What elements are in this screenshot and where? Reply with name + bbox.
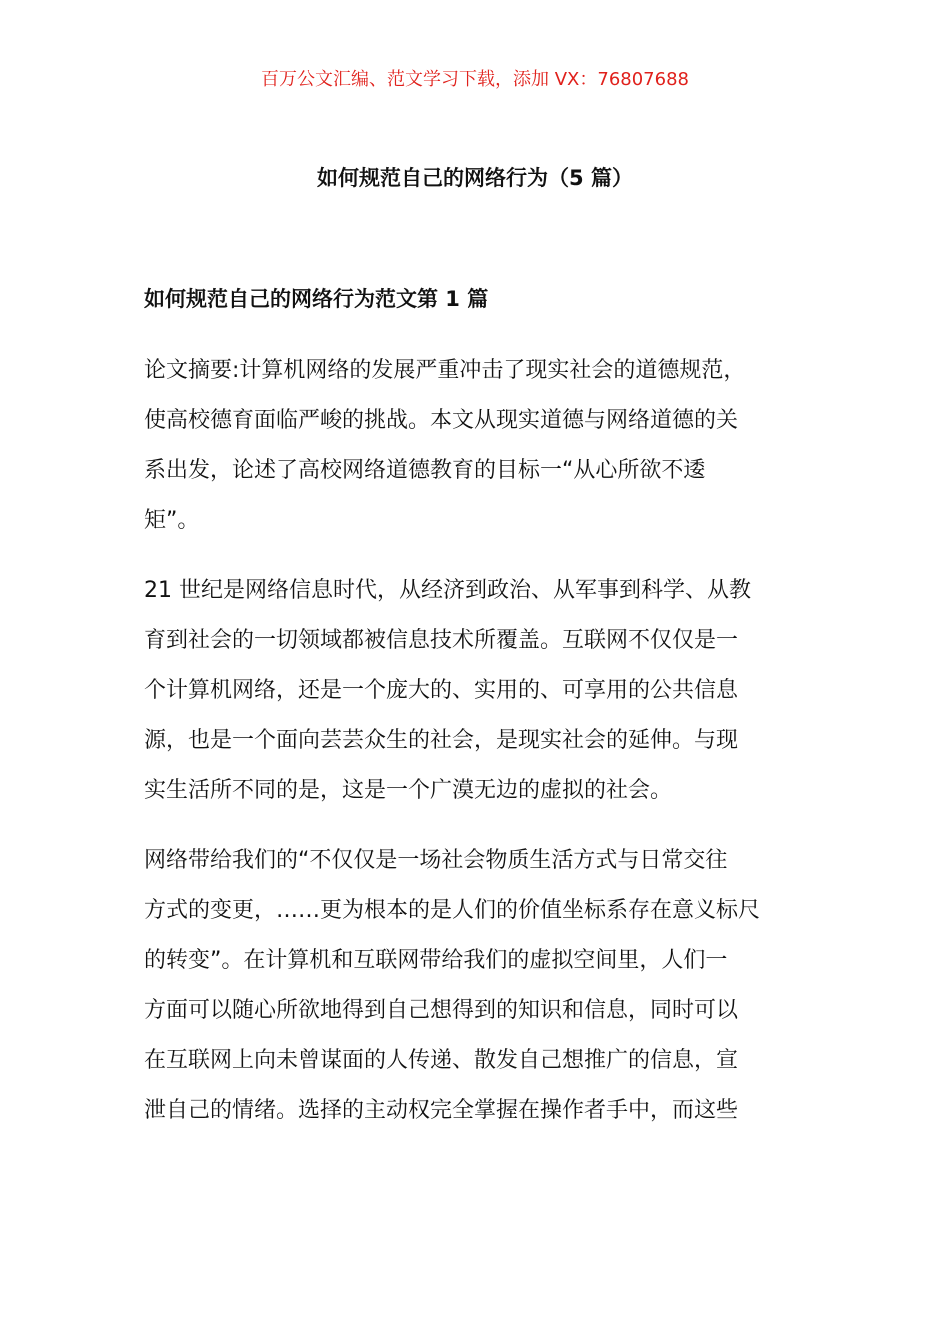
paragraph-line: 论文摘要:计算机网络的发展严重冲击了现实社会的道德规范， xyxy=(144,358,746,383)
paragraph-line: 的转变”。在计算机和互联网带给我们的虚拟空间里，人们一 xyxy=(144,948,728,973)
paragraph-line: 系出发，论述了高校网络道德教育的目标一“从心所欲不逶 xyxy=(144,458,706,483)
paragraph-line: 育到社会的一切领域都被信息技术所覆盖。互联网不仅仅是一 xyxy=(144,628,739,653)
paragraph-line: 实生活所不同的是，这是一个广漠无边的虚拟的社会。 xyxy=(144,778,673,803)
paragraph-abstract xyxy=(144,346,808,546)
paragraph-line: 源，也是一个面向芸芸众生的社会，是现实社会的延伸。与现 xyxy=(144,728,739,753)
section-heading: 如何规范自己的网络行为范文第 1 篇 xyxy=(144,287,489,311)
paragraph-line: 个计算机网络，还是一个庞大的、实用的、可享用的公共信息 xyxy=(144,678,739,703)
paragraph-line: 使高校德育面临严峻的挑战。本文从现实道德与网络道德的关 xyxy=(144,408,739,433)
paragraph-information-age xyxy=(144,566,808,816)
paragraph-line: 方面可以随心所欲地得到自己想得到的知识和信息，同时可以 xyxy=(144,998,739,1023)
paragraph-line: 21 世纪是网络信息时代，从经济到政治、从军事到科学、从教 xyxy=(144,578,751,603)
paragraph-line: 方式的变更，……更为根本的是人们的价值坐标系存在意义标尺 xyxy=(144,898,761,923)
header-note: 百万公文汇编、范文学习下载，添加 VX：76807688 xyxy=(261,69,689,90)
paragraph-line: 在互联网上向未曾谋面的人传递、散发自己想推广的信息，宣 xyxy=(144,1048,739,1073)
paragraph-virtual-space xyxy=(144,836,808,1136)
paragraph-line: 网络带给我们的“不仅仅是一场社会物质生活方式与日常交往 xyxy=(144,848,728,873)
document-title: 如何规范自己的网络行为（5 篇） xyxy=(317,166,633,190)
paragraph-line: 泄自己的情绪。选择的主动权完全掌握在操作者手中，而这些 xyxy=(144,1098,739,1123)
paragraph-line: 矩”。 xyxy=(144,508,200,533)
